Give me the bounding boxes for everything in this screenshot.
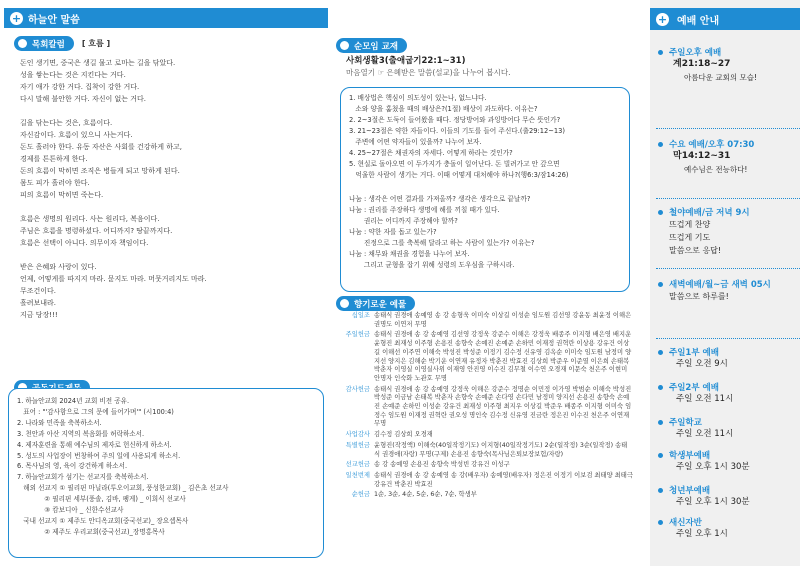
sharing-item: 그리고 균형을 잡기 위해 성령의 도우심을 구하시라.: [349, 261, 515, 269]
offering-row: [338, 472, 633, 489]
service-detail: 예수님은 전능하다!: [684, 165, 748, 174]
service-entry: [658, 381, 733, 406]
service-title: 학생부예배: [658, 449, 750, 461]
service-entry: [658, 346, 728, 371]
offering-row: [338, 331, 633, 383]
offering-category: 감사헌금: [345, 385, 370, 393]
column-line: 주님은 흐름을 명령하셨다. 어디까지? 땅끝까지다.: [20, 227, 173, 235]
column-line: 돈의 흐름이 막히면 조직은 병들게 되고 망하게 된다.: [20, 167, 180, 175]
service-entry: [658, 206, 750, 257]
offering-names: 김수정 김상희 오경재: [374, 431, 433, 439]
bullet-icon: [658, 385, 663, 390]
offering-category: 일천번제: [345, 471, 370, 479]
divider: [656, 268, 800, 269]
question-item: 4. 25~27절은 채권자의 자세다. 어떻게 하라는 것인가?: [349, 149, 513, 157]
cell-label-pill: [336, 38, 407, 53]
offering-names: 송 강 송예영 손용진 송향숙 박성빈 강유건 이성구: [374, 461, 510, 469]
bullet-icon: [658, 520, 663, 525]
service-title: 철야예배/금 저녁 9시: [658, 206, 750, 218]
bullet-icon: [18, 39, 27, 48]
service-entry: [658, 416, 733, 441]
service-detail: 말씀으로 하루를!: [669, 292, 729, 301]
service-title: 새벽예배/월~금 새벽 05시: [658, 278, 771, 290]
offering-row: [338, 386, 633, 430]
question-item: 소와 양을 훔쳤을 때의 배상은?(1절) 배상이 과도하다. 이유는?: [349, 105, 538, 113]
prayer-item: 7. 하늘안교회가 섬기는 선교지를 축복하소서.: [17, 473, 149, 482]
column-line: 돈인 생기면, 중국은 생길 물고 로마는 길을 닦았다.: [20, 59, 176, 67]
section-banner-sermon: [4, 8, 328, 28]
offering-row: [338, 491, 633, 500]
column-line: 자신감이다. 흐름이 있으니 사는거다.: [20, 131, 133, 139]
offering-category: 십일조: [351, 312, 370, 319]
service-title: 주일1부 예배: [658, 346, 728, 358]
offering-names: 송태식 권경애 송 강 송예영 송 강(배우자) 송예영(배우자) 정은진 이정기 이보검 최태양 최태극 강유건 박춘진 박효진: [374, 471, 633, 488]
sharing-list: [349, 194, 621, 271]
offering-row: [338, 461, 633, 470]
service-entry: [658, 516, 728, 541]
offering-names: 송태식 권경애 송예영 송 강 송형욱 이미숙 이상길 이성순 임도원 김선영 강윤동 최윤정 이해은 권명도 이연저 무명: [374, 312, 632, 328]
bullet-icon: [658, 142, 663, 147]
offering-names: 1순, 3순, 4순, 5순, 6순, 7순, 학생부: [374, 491, 477, 499]
offering-category: 사업감사: [345, 431, 370, 439]
column-line: 경제를 튼튼하게 한다.: [20, 155, 88, 163]
prayer-item: 3. 천안과 아산 지역의 복음화를 허락하소서.: [17, 429, 145, 438]
prayer-item: ② 필리핀 세부(풍솔, 김바, 팽게) _ 이희식 선교사: [17, 495, 186, 504]
prayer-item: 6. 목사님의 영, 육이 강건하게 하소서.: [17, 462, 128, 471]
sharing-item: 나눔 : 약한 자를 돕고 있는가?: [349, 228, 437, 236]
offering-category: 선교헌금: [345, 461, 370, 469]
service-detail: 막14:12~31: [673, 151, 731, 161]
offering-row: [338, 442, 633, 459]
offering-row: [338, 431, 633, 440]
column-line: 다시 말해 불안한 거다. 자신이 없는 거다.: [20, 95, 146, 103]
offering-label: 향기로운 예물: [354, 299, 407, 310]
cell-opening: 마음열기 ☞ 은혜받은 말씀(설교)을 나누어 봅시다.: [346, 68, 511, 77]
service-entry: [658, 278, 771, 303]
service-entry: [658, 484, 750, 509]
section-title: 하늘안 말씀: [28, 14, 80, 26]
column-line: 피의 흐름이 막히면 죽는다.: [20, 191, 104, 199]
column-line: 성을 쌓는다는 것은 지킨다는 거다.: [20, 71, 126, 79]
prayer-item: 해외 선교지 ① 필리핀 마닐라(투오이교회, 풍성한교회) _ 김은초 선교사: [17, 484, 229, 493]
service-detail: 주일 오후 1시 30분: [676, 497, 750, 507]
prayer-item: 2. 나라와 민족을 축복하소서.: [17, 418, 102, 427]
offering-names: 송태식 권경애 송 강 송예영 강정욱 이해은 강준수 정명순 이민정 이가영 박범순 이해숙 박성진 박성준 이금남 손태복 박춘자 손향숙 손예준 손다영 손다민 남정미 양지선 손용진 송향숙 손예진 손예준 손하민 이성순 강유건 최재성 이주형 최지우 이상길 박준우 배종주 이지형 이미숙 임정수 임도원 이재정 권혁란 권오성 명인숙 김수정 신유영 진금란 정은진 이수진 천은주 이연재 무명: [374, 385, 632, 428]
column-header: [14, 36, 110, 51]
column-label: 목회칼럼: [32, 39, 65, 50]
sidebar-header: [650, 8, 800, 30]
service-detail: 주일 오전 11시: [676, 429, 734, 439]
question-item: 3. 21~23절은 약한 자들이다. 이들의 기도를 들어 주신다.(출29:12~13): [349, 127, 565, 135]
column-line: 받은 은혜와 사랑이 있다.: [20, 263, 97, 271]
bullet-icon: [340, 41, 349, 50]
sharing-item: 진정으로 그를 축복해 달라고 하는 사람이 있는가? 이유는?: [349, 239, 535, 247]
sidebar-title: 예배 안내: [677, 15, 720, 27]
cell-header: [336, 35, 407, 54]
offering-names: 윤형진(작정액) 이해숙(40일작정기도) 이지형(40일작정기도) 2순(일작정) 3순(일작정) 송태식 권경애(자랑) 무명(구제) 손용진 송향숙(목사님은퇴보장보험/자랑): [374, 441, 628, 458]
question-item: 2. 2~3절은 도둑이 들어왔을 때다. 정당방어와 과잉방어다 무슨 뜻인가?: [349, 116, 561, 124]
column-line: 자기 애가 강한 거다. 집착이 강한 거다.: [20, 83, 140, 91]
column-line: 흐름은 선택이 아니다. 의무이자 책임이다.: [20, 239, 149, 247]
sharing-item: 나눔 : 생각은 어떤 결과를 가져올까? 생각은 생각으로 끝날까?: [349, 195, 531, 203]
column-line: 무조건이다.: [20, 287, 57, 295]
column-line: 지금 당장!!!: [20, 311, 58, 319]
offering-row: [338, 312, 633, 329]
offering-header: [336, 293, 415, 312]
offering-names: 송태식 권경애 송 강 송예영 김선영 강정욱 강준수 이해은 강정욱 배종주 이지형 배은영 배지운 윤형진 최재성 이주형 손용진 송향숙 손예진 손예준 손하민 이재정 권혁란 이상용 강유건 이상길 이해선 이주연 이해숙 박성진 박성준 이정기 김수정 신유영 김옥순 이미숙 임도원 남정미 양지선 양지은 김해순 박기운 이연재 유정자 박춘진 박효진 김상희 박준우 이준열 이은희 손태복 박춘자 이영실 이영실사위 이재영 안진영 이수진 김무철 이수연 오경재 이문숙 천은주 이현미 안명자 인숙화 노관호 무명: [374, 331, 632, 382]
column-line: 흘려보내라.: [20, 299, 57, 307]
question-item: 1. 배상법은 핵심이 의도성이 있는나, 없느냐다.: [349, 94, 487, 102]
service-entry: [658, 449, 750, 474]
column-line: 흐름은 생명의 원리다. 사는 원리다, 복음이다.: [20, 215, 160, 223]
prayer-list: [17, 396, 315, 538]
service-detail: 뜨겁게 찬양: [669, 220, 711, 229]
bullet-icon: [340, 299, 349, 308]
cell-label: 순모임 교재: [354, 41, 399, 52]
offering-category: 주일헌금: [345, 331, 370, 339]
cell-subtitle: 사회생활3(출애굽기22:1~31): [346, 56, 466, 66]
column-line: 길을 닦는다는 것은, 흐름이다.: [20, 119, 113, 127]
question-item: 5. 현실로 돌아오면 이 두가지가 충돌이 일어난다. 돈 빌려가고 안 갚으면: [349, 160, 560, 168]
service-entry: [658, 46, 757, 84]
prayer-item: ② 제주도 우리교회(중국선교)_장명홍목사: [17, 527, 165, 536]
column-line: 몸도 피가 흘러야 한다.: [20, 179, 90, 187]
service-detail: 말씀으로 응답!: [669, 246, 722, 255]
service-entry: [658, 138, 754, 176]
service-title: 새신자반: [658, 516, 728, 528]
cell-question-box: [340, 87, 630, 292]
service-title: 주일학교: [658, 416, 733, 428]
question-item: 주변에 어떤 약자들이 있을까? 나누어 보자.: [349, 138, 482, 146]
bullet-icon: [658, 488, 663, 493]
prayer-item: ③ 캄보디아 _ 신한수선교사: [17, 506, 124, 515]
service-detail: 주일 오후 1시 30분: [676, 462, 750, 472]
service-detail: 뜨겁게 기도: [669, 233, 711, 242]
bullet-icon: [658, 350, 663, 355]
divider: [656, 198, 800, 199]
prayer-item: 표어 : "'감사함으로 그의 문에 들어가며'" (시100:4): [17, 407, 174, 416]
sharing-item: 나눔 : 권리를 주장하다 생명에 해를 끼칠 때가 있다.: [349, 206, 500, 214]
column-line: 돈도 흘러야 한다. 유동 자산은 사회를 건강하게 하고,: [20, 143, 183, 151]
question-list: [349, 93, 621, 181]
prayer-item: 5. 성도의 사업장이 번창하여 주의 일에 사용되게 하소서.: [17, 451, 181, 460]
offering-category: 특별헌금: [345, 441, 370, 449]
prayer-box: [8, 388, 324, 558]
column-body: [20, 57, 330, 321]
service-detail: 계21:18~27: [673, 59, 731, 69]
service-title: 청년부예배: [658, 484, 750, 496]
prayer-item: 국내 선교지 ① 제주도 안디옥교회(중국선교)_ 장요셉목사: [17, 516, 189, 525]
service-detail: 주일 오전 11시: [676, 394, 734, 404]
plus-icon: +: [657, 12, 668, 26]
service-detail: 주일 오후 1시: [676, 529, 728, 539]
divider: [656, 128, 800, 129]
sharing-item: 권리는 어디까지 주장해야 할까?: [349, 217, 458, 225]
offering-category: 순헌금: [351, 491, 370, 499]
prayer-item: 1. 하늘안교회 2024년 교회 비전 공유.: [17, 397, 130, 405]
service-title: 주일2부 예배: [658, 381, 733, 393]
service-detail: 주일 오전 9시: [676, 359, 728, 369]
question-item: 억울한 사람이 생기는 거다. 이때 어떻게 대처해야 하나?(행6:3/잠14:26): [349, 171, 569, 179]
sharing-item: 나눔 : 채무와 채권을 경험을 나누어 보자.: [349, 250, 470, 258]
column-label-pill: [14, 36, 74, 51]
bullet-icon: [658, 420, 663, 425]
offering-list: [338, 312, 633, 502]
prayer-item: 4. 제자훈련을 통해 예수님의 제자로 헌신하게 하소서.: [17, 440, 172, 449]
divider: [656, 338, 800, 339]
column-line: 언제, 어떻게를 따지지 마라. 묻지도 마라. 머뭇거리지도 마라.: [20, 275, 207, 283]
plus-icon: +: [11, 11, 22, 25]
bullet-icon: [658, 453, 663, 458]
service-title: 수요 예배/오후 07:30: [658, 138, 754, 150]
bullet-icon: [658, 210, 663, 215]
bullet-icon: [658, 50, 663, 55]
service-detail: 아름다운 교회의 모습!: [684, 73, 757, 82]
column-heading: [ 흐름 ]: [81, 39, 111, 48]
bullet-icon: [658, 282, 663, 287]
offering-label-pill: [336, 296, 415, 311]
service-title: 주일오후 예배: [658, 46, 757, 58]
